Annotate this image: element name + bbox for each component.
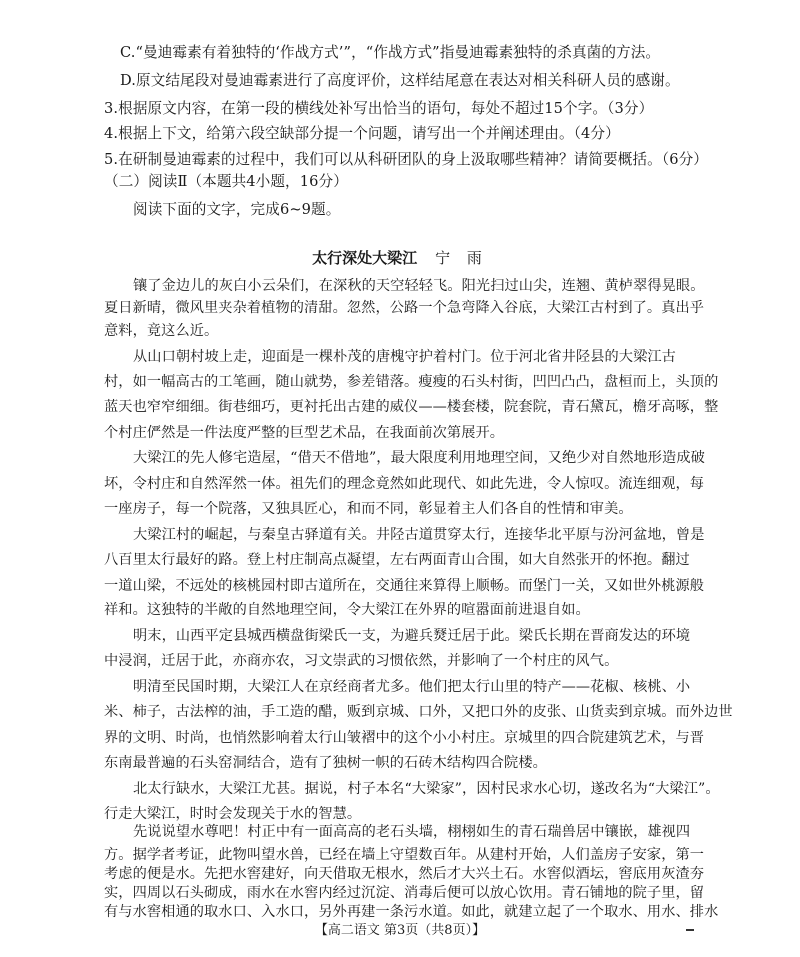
article-author: 宁 雨 [435, 249, 488, 267]
article-line: 米、柿子，古法榨的油，手工造的醋，贩到京城、口外，又把口外的皮张、山货卖到京城。而外边世 [104, 704, 733, 720]
article-line: 明末，山西平定县城西横盘街梁氏一支，为避兵燹迁居于此。梁氏长期在晋商发达的环境 [133, 628, 691, 644]
article-line: 北太行缺水，大梁江尤甚。据说，村子本名“大梁家”，因村民求水心切，遂改名为“大梁江”。 [133, 781, 720, 797]
page-footer: 【高二语文 第3页（共8页）】 [314, 923, 486, 938]
article-line: 意料，竟这么近。 [104, 323, 219, 339]
article-line: 界的文明、时尚，也悄然影响着太行山皱褶中的这个小小村庄。京城里的四合院建筑艺术，与晋 [104, 730, 705, 746]
article-line: 一座房子，每一个院落，又独具匠心，和而不同，彰显着主人们各自的性情和审美。 [104, 501, 633, 517]
article-line: 行走大梁江，时时会发现关于水的智慧。 [104, 806, 362, 822]
reading-instruction: 阅读下面的文字，完成6~9题。 [133, 201, 341, 218]
article-line: 坏，令村庄和自然浑然一体。祖先们的理念竟然如此现代、如此先进，令人惊叹。流连细观，每 [104, 476, 705, 492]
article-line: 先说说望水尊吧！村正中有一面高高的老石头墙，栩栩如生的青石瑞兽居中镶嵌，雄视四 [133, 824, 691, 840]
question-4: 4.根据上下文，给第六段空缺部分提一个问题，请写出一个并阐述理由。（4分） [104, 125, 620, 142]
article-line: 夏日新晴，微风里夹杂着植物的清甜。忽然，公路一个急弯降入谷底，大梁江古村到了。真出乎 [104, 300, 705, 316]
article-title-block [0, 247, 800, 269]
article-line: 村，如一幅高古的工笔画，随山就势，参差错落。瘦瘦的石头村街，凹凹凸凸，盘桓而上，头顶的 [104, 374, 719, 390]
page-mark [686, 929, 694, 931]
article-line: 祥和。这独特的半敞的自然地理空间，令大梁江在外界的喧嚣面前进退自如。 [104, 602, 590, 618]
article-line: 东南最普遍的石头窑洞结合，造有了独树一帜的石砖木结构四合院楼。 [104, 755, 547, 771]
article-line: 大梁江村的崛起，与秦皇古驿道有关。井陉古道贯穿太行，连接华北平原与汾河盆地，曾是 [133, 527, 705, 543]
article-line: 蓝天也窄窄细细。街巷细巧，更衬托出古建的威仪——楼套楼，院套院，青石黛瓦，檐牙高啄，整 [104, 399, 719, 415]
article-line: 中浸润，迁居于此，亦商亦农，习文崇武的习惯依然，并影响了一个村庄的风气。 [104, 653, 619, 669]
article-line: 从山口朝村坡上走，迎面是一棵朴茂的唐槐守护着村门。位于河北省井陉县的大梁江古 [133, 349, 676, 365]
article-line: 镶了金边儿的灰白小云朵们，在深秋的天空轻轻飞。阳光扫过山尖，连翘、黄栌翠得晃眼。 [133, 278, 705, 294]
article-line: 个村庄俨然是一件法度严整的巨型艺术品，在我面前次第展开。 [104, 425, 505, 441]
option-d: D.原文结尾段对曼迪霉素进行了高度评价，这样结尾意在表达对相关科研人员的感谢。 [120, 72, 680, 89]
article-line: 大梁江的先人修宅造屋，“借天不借地”，最大限度利用地理空间，又绝少对自然地形造成破 [133, 450, 705, 466]
question-3: 3.根据原文内容，在第一段的横线处补写出恰当的语句，每处不超过15个字。（3分） [104, 100, 654, 117]
article-line: 方。据学者考证，此物叫望水兽，已经在墙上守望数百年。从建村开始，人们盖房子安家，第一 [104, 847, 705, 863]
question-5: 5.在研制曼迪霉素的过程中，我们可以从科研团队的身上汲取哪些精神？请简要概括。（6分） [104, 151, 708, 168]
article-line: 一道山梁，不远处的核桃园村即古道所在，交通往来算得上顺畅。而堡门一关，又如世外桃源般 [104, 578, 705, 594]
section-heading: （二）阅读Ⅱ（本题共4小题，16分） [104, 173, 348, 190]
option-c: C.“曼迪霉素有着独特的‘作战方式’”，“作战方式”指曼迪霉素独特的杀真菌的方法。 [120, 44, 661, 61]
article-line: 实，四周以石头砌成，雨水在水窖内经过沉淀、消毒后便可以放心饮用。青石铺地的院子里，留 [104, 885, 705, 901]
article-title: 太行深处大梁江 [312, 249, 418, 267]
article-line: 考虑的便是水。先把水窖建好，向天借取无根水，然后才大兴土石。水窖似酒坛，窖底用灰渣夯 [104, 866, 705, 882]
article-line: 八百里太行最好的路。登上村庄制高点凝望，左右两面青山合围，如大自然张开的怀抱。翻过 [104, 552, 690, 568]
article-line: 有与水窖相通的取水口、入水口，另外再建一条污水道。如此，就建立起了一个取水、用水、排水 [104, 904, 719, 920]
article-line: 明清至民国时期，大梁江人在京经商者尤多。他们把太行山里的特产——花椒、核桃、小 [133, 679, 691, 695]
